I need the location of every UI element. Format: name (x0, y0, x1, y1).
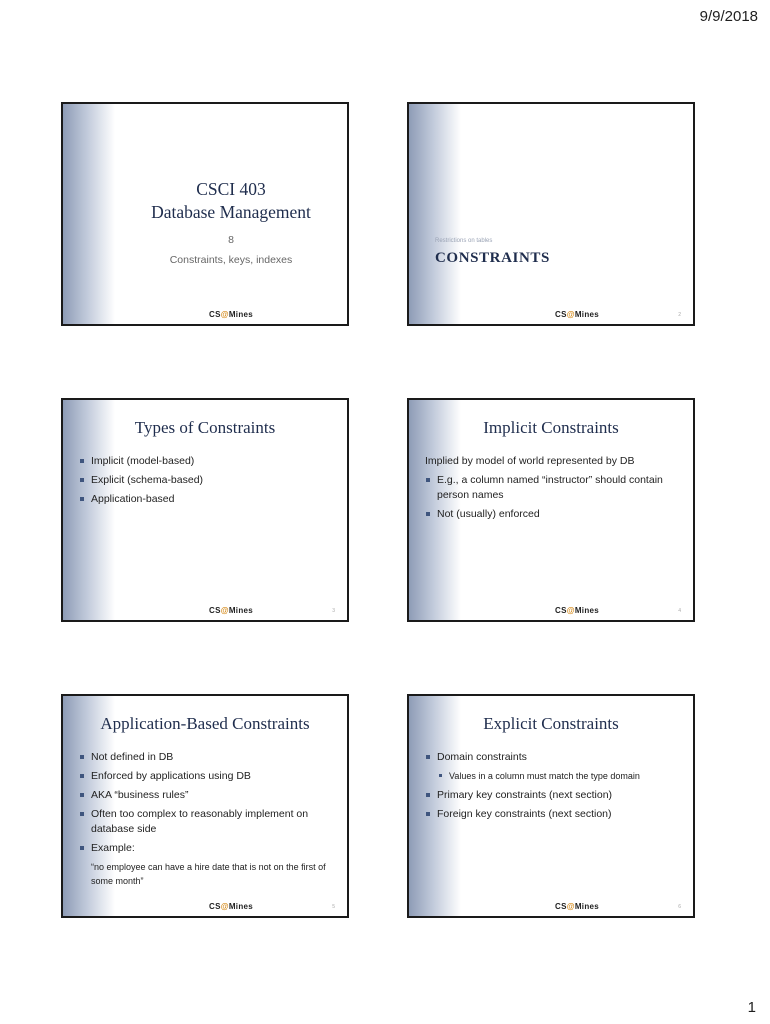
slide-number: 3 (332, 608, 335, 614)
cs-mines-logo: CS@Mines (209, 902, 253, 911)
slide-gradient (63, 104, 115, 324)
lecture-number: 8 (228, 234, 234, 246)
course-name: Database Management (151, 202, 311, 222)
slide-title: Application-Based Constraints (100, 714, 310, 733)
slide-gradient (409, 104, 461, 324)
bullet-item: Domain constraints (425, 750, 683, 765)
example-quote: “no employee can have a hire date that is not on the first of some month” (91, 862, 326, 886)
bullet-item: AKA “business rules” (79, 788, 337, 803)
cs-mines-logo: CS@Mines (209, 606, 253, 615)
bullet-item: Implicit (model-based) (79, 454, 337, 469)
bullet-item: Example: (79, 841, 337, 856)
cs-mines-logo: CS@Mines (555, 902, 599, 911)
slide-5 (61, 694, 349, 918)
page-date: 9/9/2018 (699, 8, 758, 25)
slide-title: Types of Constraints (134, 418, 276, 437)
lecture-subtitle: Constraints, keys, indexes (169, 254, 293, 266)
slide-number: 2 (678, 312, 681, 318)
page-number: 1 (747, 999, 756, 1016)
bullet-item: Primary key constraints (next section) (425, 788, 683, 803)
slide-body (79, 454, 337, 511)
slide-body (79, 750, 337, 888)
slide-4 (407, 398, 695, 622)
sub-bullet-item: Values in a column must match the type domain (425, 769, 683, 784)
bullet-item: Not (usually) enforced (425, 507, 683, 522)
bullet-item: Explicit (schema-based) (79, 473, 337, 488)
bullet-item: Not defined in DB (79, 750, 337, 765)
slide-title: Implicit Constraints (483, 418, 619, 437)
slide-number: 5 (332, 904, 335, 910)
cs-mines-logo: CS@Mines (209, 310, 253, 319)
bullet-item: Foreign key constraints (next section) (425, 807, 683, 822)
section-title: CONSTRAINTS (435, 250, 550, 266)
bullet-item: E.g., a column named “instructor” should contain person names (425, 473, 683, 503)
bullet-item: Often too complex to reasonably implement on database side (79, 807, 337, 837)
slide-3 (61, 398, 349, 622)
slide-body (425, 750, 683, 826)
slide-body (425, 454, 683, 526)
bullet-item: Application-based (79, 492, 337, 507)
slide-6 (407, 694, 695, 918)
slide-1-title (115, 178, 347, 224)
cs-mines-logo: CS@Mines (555, 310, 599, 319)
slide-number: 6 (678, 904, 681, 910)
slide-title: Explicit Constraints (483, 714, 619, 733)
section-kicker: Restrictions on tables (435, 238, 493, 244)
bullet-item: Enforced by applications using DB (79, 769, 337, 784)
cs-mines-logo: CS@Mines (555, 606, 599, 615)
course-code: CSCI 403 (196, 179, 266, 199)
slide-number: 4 (678, 608, 681, 614)
slide-2 (407, 102, 695, 326)
intro-text: Implied by model of world represented by DB (425, 455, 635, 467)
slide-1 (61, 102, 349, 326)
